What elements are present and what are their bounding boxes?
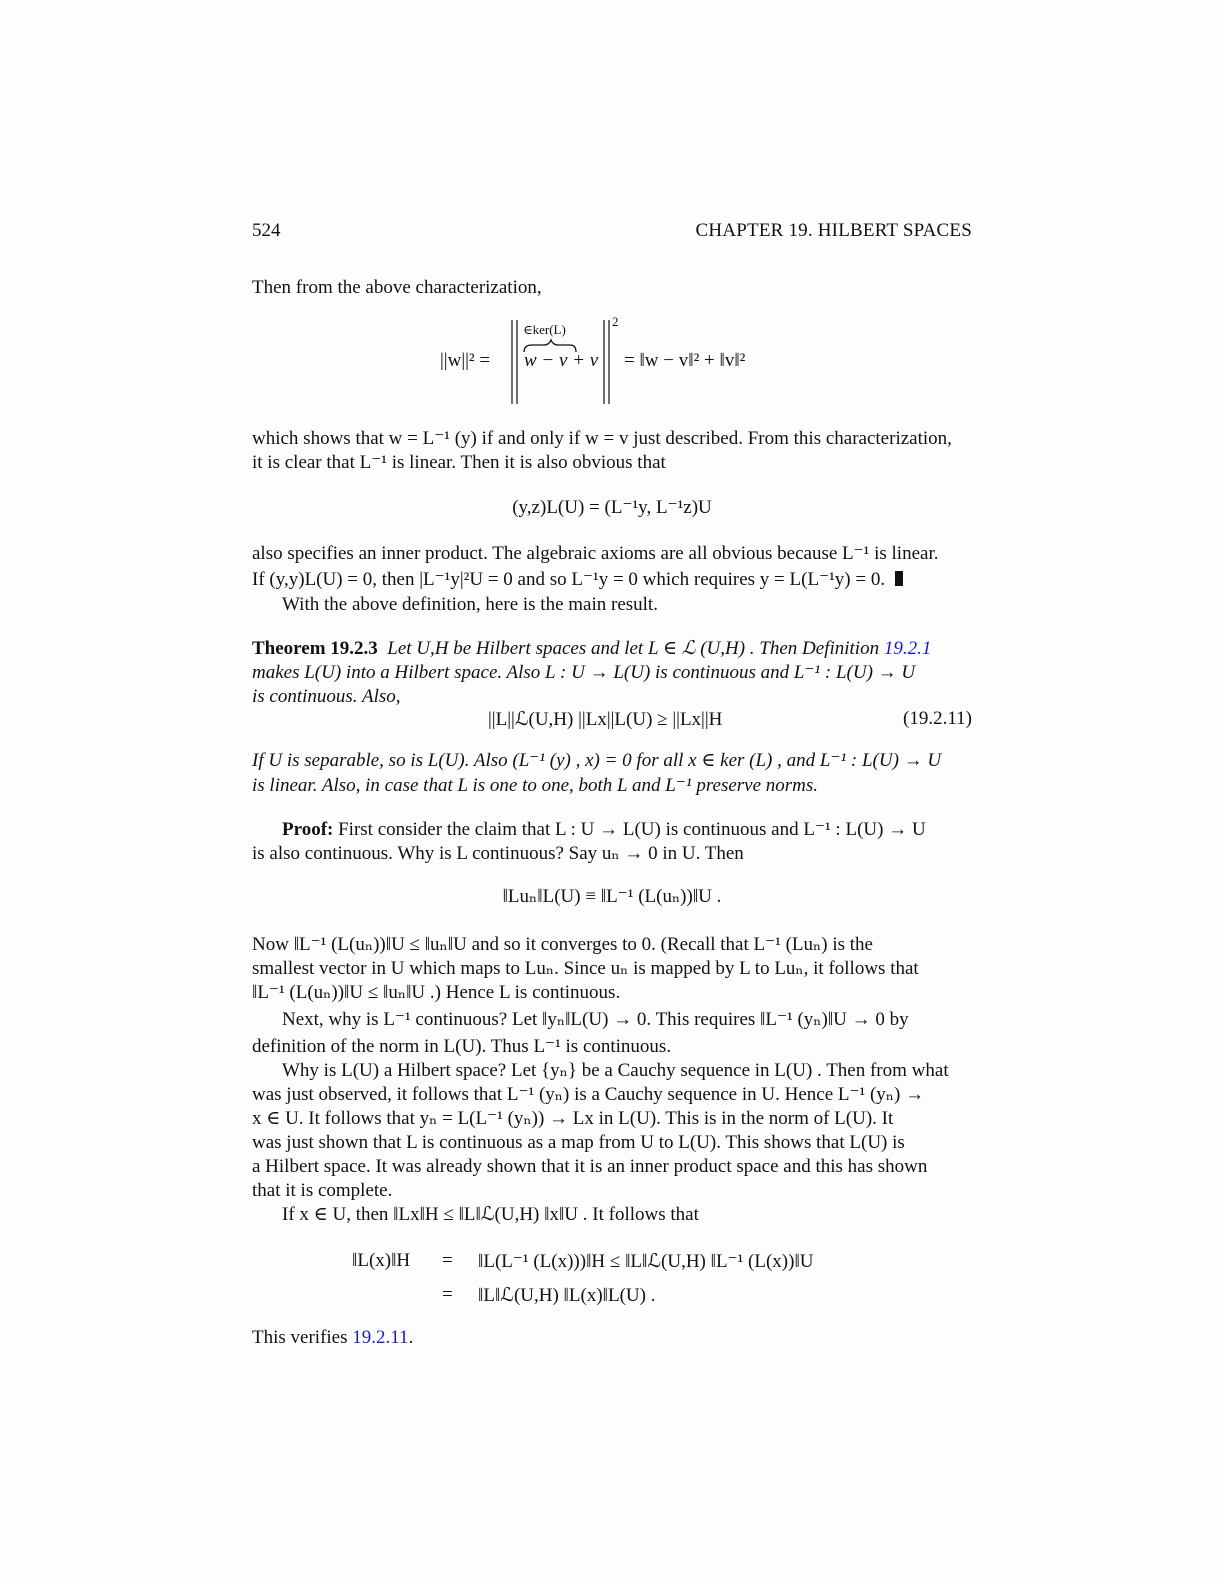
proof-line-1: Proof: First consider the claim that L : U → L(U) is continuous and L⁻¹ : L(U) → U (282, 819, 926, 840)
aligned-rhs-1: ‖L(L⁻¹ (L(x)))‖H ≤ ‖L‖ℒ(U,H) ‖L⁻¹ (L(x))‖U (478, 1251, 814, 1272)
proof-equation-1: ‖Luₙ‖L(U) ≡ ‖L⁻¹ (L(uₙ))‖U . (502, 886, 722, 907)
theorem-line-3: is continuous. Also, (252, 686, 401, 707)
paragraph-characterization-1: which shows that w = L⁻¹ (y) if and only if w = v just described. From this characterization, (252, 428, 952, 449)
theorem-heading: Theorem 19.2.3 (252, 638, 378, 659)
proof-line-2: is also continuous. Why is L continuous? Say uₙ → 0 in U. Then (252, 843, 744, 864)
running-header (252, 220, 972, 244)
eq1-inner: w − v + v (524, 350, 599, 371)
proof-line-3: Now ‖L⁻¹ (L(uₙ))‖U ≤ ‖uₙ‖U and so it converges to 0. (Recall that L⁻¹ (Luₙ) is the (252, 934, 873, 955)
paragraph-characterization-2: it is clear that L⁻¹ is linear. Then it is also obvious that (252, 452, 666, 473)
page-number: 524 (252, 220, 281, 241)
paragraph-intro: Then from the above characterization, (252, 277, 542, 298)
proof-conclusion: This verifies 19.2.11. (252, 1327, 414, 1348)
proof-line-10: x ∈ U. It follows that yₙ = L(L⁻¹ (yₙ)) → Lx in L(U). This is in the norm of L(U). It (252, 1108, 894, 1129)
proof-line-7: definition of the norm in L(U). Thus L⁻¹ is continuous. (252, 1036, 672, 1057)
theorem-line-5: is linear. Also, in case that L is one to one, both L and L⁻¹ preserve norms. (252, 775, 819, 796)
equation-number: (19.2.11) (903, 708, 972, 729)
proof-line-8: Why is L(U) a Hilbert space? Let {yₙ} be a Cauchy sequence in L(U) . Then from what (282, 1060, 949, 1081)
theorem-line-2: makes L(U) into a Hilbert space. Also L : U → L(U) is continuous and L⁻¹ : L(U) → U (252, 662, 916, 683)
equation-ref-link[interactable]: 19.2.11 (352, 1327, 409, 1348)
proof-line-11: was just shown that L is continuous as a map from U to L(U). This shows that L(U) is (252, 1132, 905, 1153)
proof-line-4: smallest vector in U which maps to Luₙ. Since uₙ is mapped by L to Luₙ, it follows that (252, 958, 919, 979)
theorem-line-1: Theorem 19.2.3 Let U,H be Hilbert spaces and let L ∈ ℒ (U,H) . Then Definition 19.2.1 (252, 638, 932, 659)
proof-line-9: was just observed, it follows that L⁻¹ (yₙ) is a Cauchy sequence in U. Hence L⁻¹ (yₙ) → (252, 1084, 925, 1105)
qed-square-icon (895, 571, 903, 586)
paragraph-axioms-1: also specifies an inner product. The algebraic axioms are all obvious because L⁻¹ is linear. (252, 543, 939, 564)
theorem-equation (252, 708, 972, 732)
equation-inner-product-def: (y,z)L(U) = (L⁻¹y, L⁻¹z)U (512, 497, 712, 518)
proof-line-13: that it is complete. (252, 1180, 393, 1201)
paragraph-main-result: With the above definition, here is the main result. (282, 594, 658, 615)
paragraph-axioms-2: If (y,y)L(U) = 0, then |L⁻¹y|²U = 0 and so L⁻¹y = 0 which requires y = L(L⁻¹y) = 0. (252, 568, 972, 592)
theorem-equation-body: ||L||ℒ(U,H) ||Lx||L(U) ≥ ||Lx||H (488, 709, 723, 730)
eq1-power: 2 (612, 314, 619, 329)
proof-aligned-equations (252, 1250, 972, 1310)
theorem-line-4: If U is separable, so is L(U). Also (L⁻¹ (y) , x) = 0 for all x ∈ ker (L) , and L⁻¹ : L(U) → U (252, 750, 942, 771)
aligned-rhs-2: ‖L‖ℒ(U,H) ‖L(x)‖L(U) . (478, 1285, 656, 1306)
proof-line-12: a Hilbert space. It was already shown that it is an inner product space and this has shown (252, 1156, 928, 1177)
eq1-lhs: ||w||² = (440, 350, 491, 371)
proof-line-6: Next, why is L⁻¹ continuous? Let ‖yₙ‖L(U) → 0. This requires ‖L⁻¹ (yₙ)‖U → 0 by (282, 1009, 909, 1030)
aligned-eq-2: = (442, 1284, 453, 1305)
chapter-title: CHAPTER 19. HILBERT SPACES (695, 220, 972, 241)
proof-line-14: If x ∈ U, then ‖Lx‖H ≤ ‖L‖ℒ(U,H) ‖x‖U . It follows that (282, 1204, 699, 1225)
equation-norm-identity (252, 314, 972, 410)
aligned-eq-1: = (442, 1250, 453, 1271)
eq1-rhs: = ‖w − v‖² + ‖v‖² (624, 350, 746, 371)
proof-heading: Proof: (282, 819, 334, 840)
proof-line-5: ‖L⁻¹ (L(uₙ))‖U ≤ ‖uₙ‖U .) Hence L is continuous. (252, 982, 621, 1003)
aligned-lhs: ‖L(x)‖H (352, 1250, 411, 1271)
eq1-overbrace-label: ∈ker(L) (523, 322, 566, 337)
definition-ref-link[interactable]: 19.2.1 (883, 638, 932, 659)
